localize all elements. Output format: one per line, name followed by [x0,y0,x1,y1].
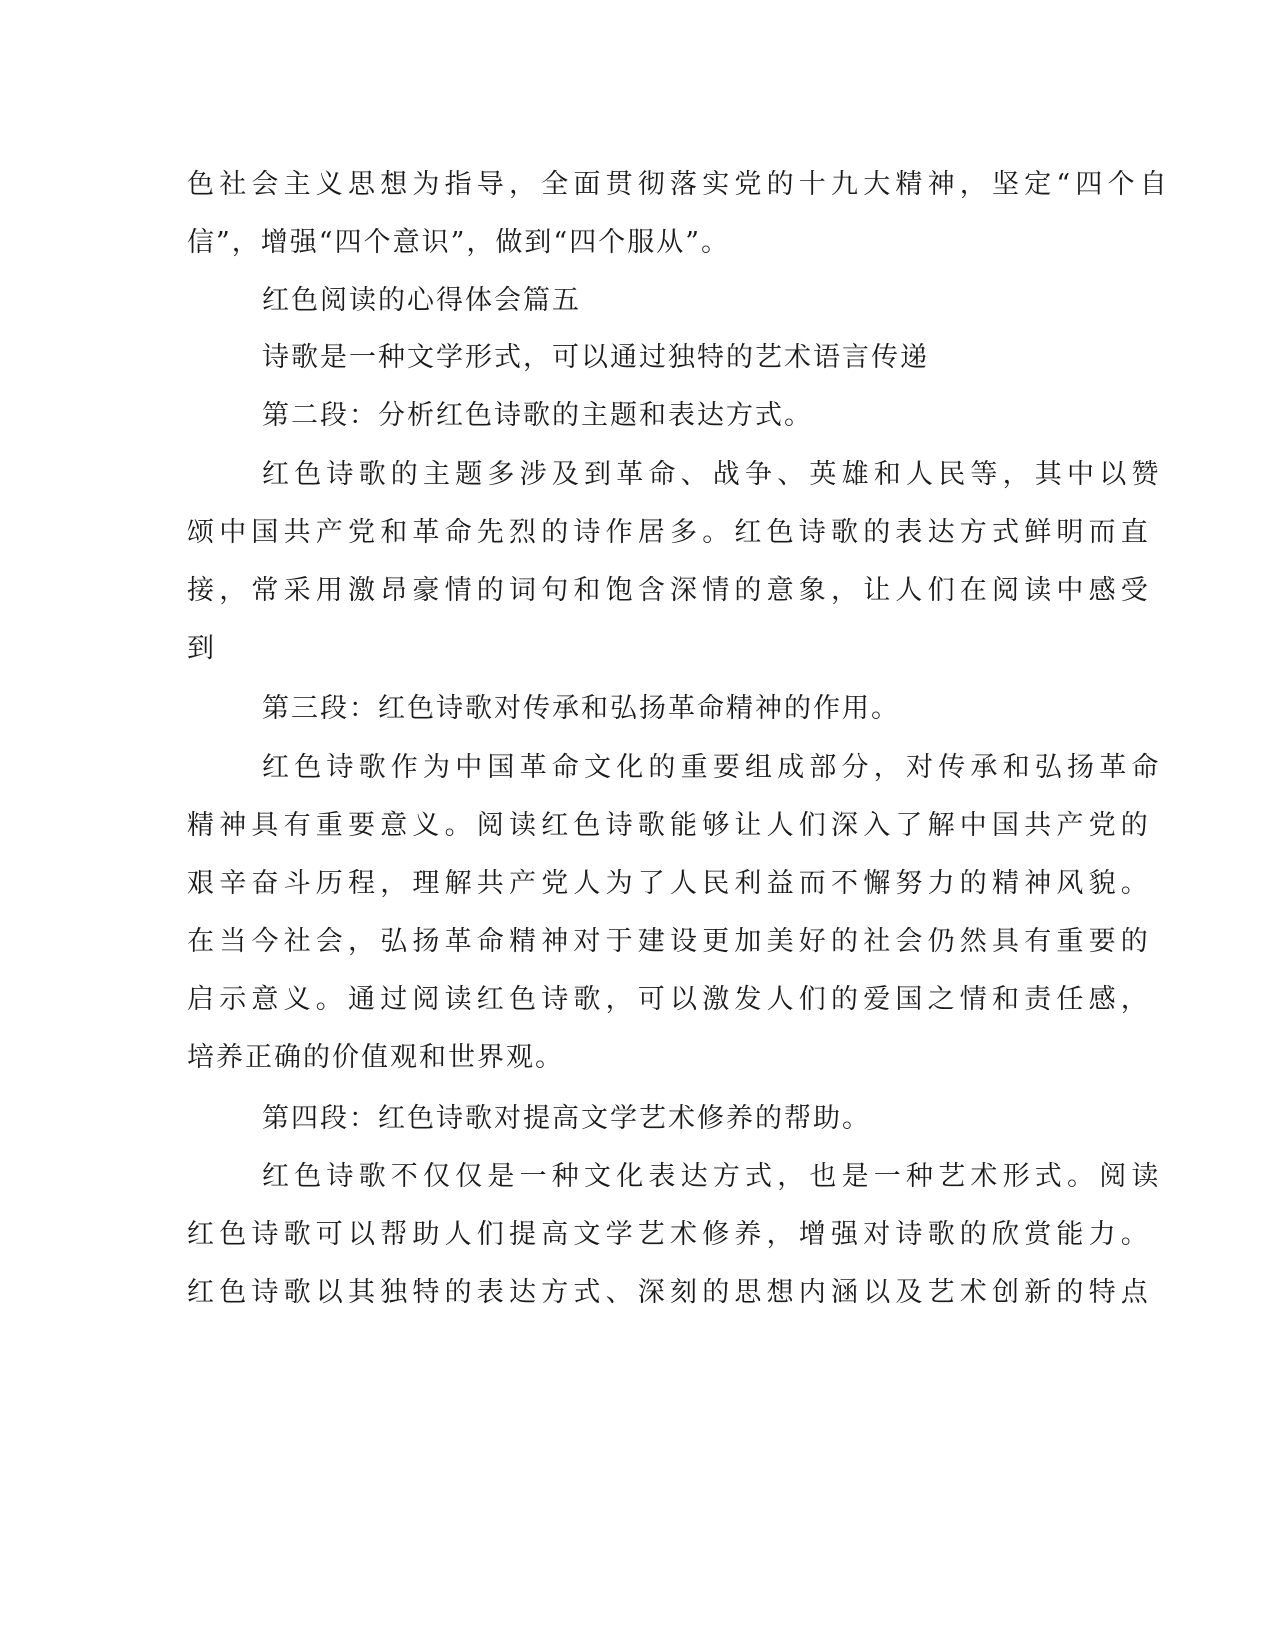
section-heading: 红色阅读的心得体会篇五 [262,285,581,316]
text-line: 诗歌是一种文学形式，可以通过独特的艺术语言传递 [262,342,929,373]
text-line: 精神具有重要意义。阅读红色诗歌能够让人们深入了解中国共产党的 [187,810,1153,841]
text-line: 培养正确的价值观和世界观。 [187,1042,564,1073]
text-line: 红色诗歌可以帮助人们提高文学艺术修养，增强对诗歌的欣赏能力。 [187,1219,1153,1250]
paragraph-heading: 第三段：红色诗歌对传承和弘扬革命精神的作用。 [262,693,900,724]
text-line: 红色诗歌不仅仅是一种文化表达方式，也是一种艺术形式。阅读 [262,1161,1164,1192]
text-line: 在当今社会，弘扬革命精神对于建设更加美好的社会仍然具有重要的 [187,926,1153,957]
text-line: 色社会主义思想为指导，全面贯彻落实党的十九大精神，坚定“四个自 [187,169,1173,200]
paragraph-heading: 第四段：红色诗歌对提高文学艺术修养的帮助。 [262,1103,871,1134]
text-line: 艰辛奋斗历程，理解共产党人为了人民利益而不懈努力的精神风貌。 [187,868,1153,899]
text-line: 红色诗歌以其独特的表达方式、深刻的思想内涵以及艺术创新的特点 [187,1277,1153,1308]
paragraph-heading: 第二段：分析红色诗歌的主题和表达方式。 [262,400,813,431]
text-line: 红色诗歌的主题多涉及到革命、战争、英雄和人民等，其中以赞 [262,459,1164,490]
text-line: 启示意义。通过阅读红色诗歌，可以激发人们的爱国之情和责任感， [187,984,1153,1015]
text-line: 颂中国共产党和革命先烈的诗作居多。红色诗歌的表达方式鲜明而直 [187,517,1153,548]
text-line: 接，常采用激昂豪情的词句和饱含深情的意象，让人们在阅读中感受 [187,575,1153,606]
text-line: 到 [187,633,216,664]
text-line: 信”，增强“四个意识”，做到“四个服从”。 [187,227,731,258]
text-line: 红色诗歌作为中国革命文化的重要组成部分，对传承和弘扬革命 [262,752,1164,783]
